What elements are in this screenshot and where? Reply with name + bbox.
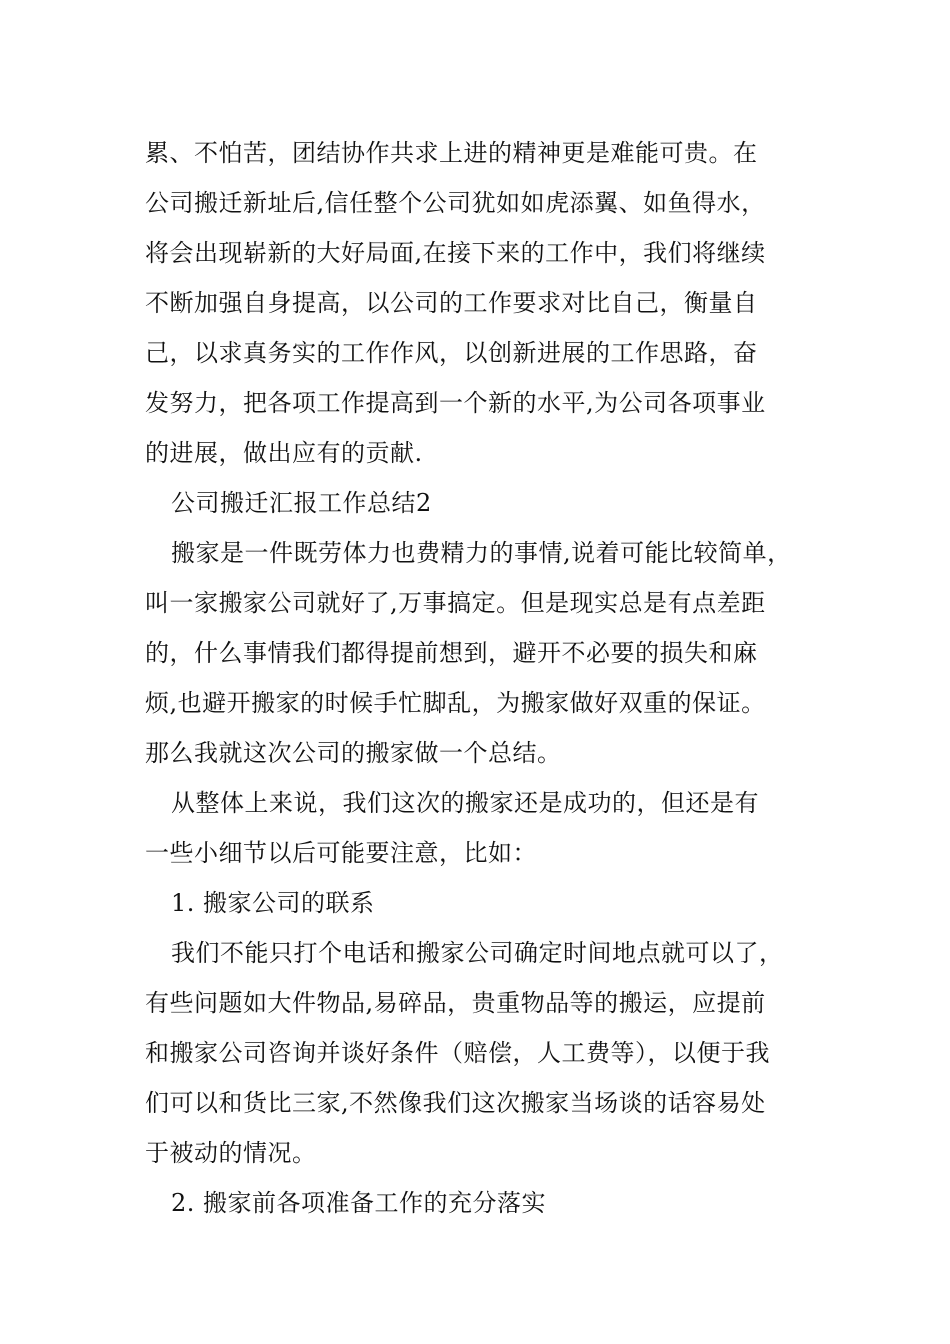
section-heading: 公司搬迁汇报工作总结2 — [171, 489, 432, 517]
text-line: 们可以和货比三家,不然像我们这次搬家当场谈的话容易处 — [145, 1089, 766, 1117]
text-line: 叫一家搬家公司就好了,万事搞定。但是现实总是有点差距 — [145, 589, 766, 617]
text-line: 那么我就这次公司的搬家做一个总结。 — [145, 739, 562, 767]
text-line: 烦,也避开搬家的时候手忙脚乱，为搬家做好双重的保证。 — [145, 689, 766, 717]
text-line: 一些小细节以后可能要注意，比如： — [145, 839, 537, 867]
text-line: 从整体上来说，我们这次的搬家还是成功的，但还是有 — [171, 789, 759, 817]
text-line: 将会出现崭新的大好局面,在接下来的工作中，我们将继续 — [145, 239, 766, 267]
text-line: 我们不能只打个电话和搬家公司确定时间地点就可以了， — [171, 939, 784, 967]
list-item-heading: 1. 搬家公司的联系 — [171, 889, 375, 917]
text-line: 的进展，做出应有的贡献. — [145, 439, 423, 467]
document-body — [145, 128, 810, 1228]
text-line: 的，什么事情我们都得提前想到，避开不必要的损失和麻 — [145, 639, 758, 667]
text-line: 有些问题如大件物品,易碎品，贵重物品等的搬运，应提前 — [145, 989, 766, 1017]
list-item-heading: 2. 搬家前各项准备工作的充分落实 — [171, 1189, 547, 1217]
text-line: 发努力，把各项工作提高到一个新的水平,为公司各项事业 — [145, 389, 766, 417]
text-line: 于被动的情况。 — [145, 1139, 317, 1167]
text-line: 和搬家公司咨询并谈好条件（赔偿，人工费等），以便于我 — [145, 1039, 770, 1067]
text-line: 己，以求真务实的工作作风，以创新进展的工作思路，奋 — [145, 339, 758, 367]
text-line: 公司搬迁新址后,信任整个公司犹如如虎添翼、如鱼得水， — [145, 189, 766, 217]
text-line: 累、不怕苦，团结协作共求上进的精神更是难能可贵。在 — [145, 139, 758, 167]
text-line: 不断加强自身提高，以公司的工作要求对比自己，衡量自 — [145, 289, 758, 317]
text-line: 搬家是一件既劳体力也费精力的事情,说着可能比较简单， — [171, 539, 792, 567]
